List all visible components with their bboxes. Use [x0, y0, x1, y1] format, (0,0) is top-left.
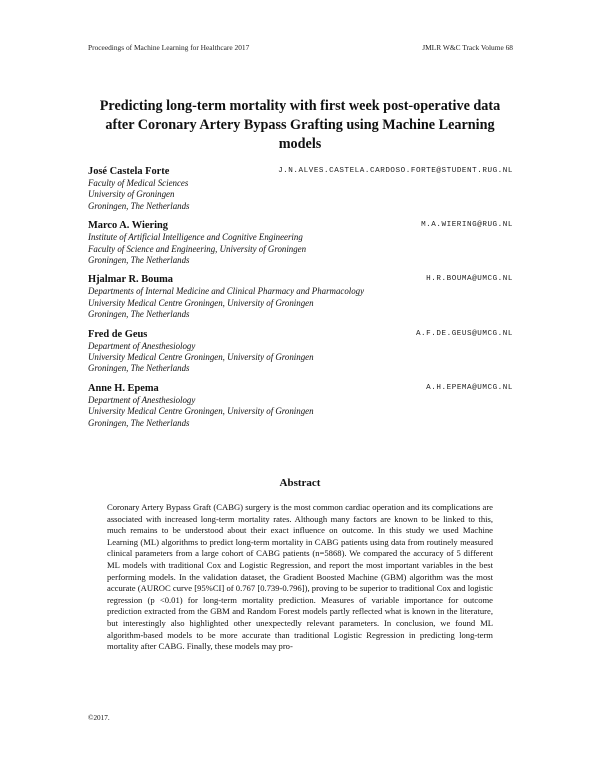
- author-name: Anne H. Epema: [88, 382, 159, 394]
- affiliation-line: Department of Anesthesiology: [88, 394, 196, 405]
- author-name: Fred de Geus: [88, 328, 148, 340]
- affiliation-line: Groningen, The Netherlands: [88, 255, 190, 266]
- affiliation-line: University Medical Centre Groningen, University of Groningen: [88, 406, 314, 417]
- author-email[interactable]: J.N.ALVES.CASTELA.CARDOSO.FORTE@STUDENT.RUG.NL: [278, 167, 513, 175]
- author-block: [88, 274, 513, 320]
- abstract-heading: Abstract: [279, 477, 321, 489]
- affiliation-line: Departments of Internal Medicine and Clinical Pharmacy and Pharmacology: [88, 286, 365, 297]
- paper-title: Predicting long-term mortality with first week post-operative data after Coronary Artery Bypass Grafting using Machine Learning models: [99, 98, 501, 152]
- author-name: Marco A. Wiering: [88, 220, 168, 232]
- affiliation-line: Institute of Artificial Intelligence and Cognitive Engineering: [88, 232, 303, 243]
- affiliation-line: Faculty of Medical Sciences: [88, 178, 189, 188]
- affiliation-line: Faculty of Science and Engineering, University of Groningen: [88, 243, 307, 254]
- affiliation-line: Groningen, The Netherlands: [88, 200, 190, 211]
- affiliation-line: Groningen, The Netherlands: [88, 363, 190, 374]
- author-email[interactable]: A.H.EPEMA@UMCG.NL: [426, 383, 513, 392]
- author-email[interactable]: M.A.WIERING@RUG.NL: [421, 221, 513, 230]
- affiliation-line: University Medical Centre Groningen, University of Groningen: [88, 352, 314, 363]
- running-header-right: JMLR W&C Track Volume 68: [422, 43, 513, 52]
- author-name: José Castela Forte: [88, 166, 170, 177]
- affiliation-line: Groningen, The Netherlands: [88, 417, 190, 428]
- author-email[interactable]: H.R.BOUMA@UMCG.NL: [426, 275, 513, 284]
- affiliation-line: University of Groningen: [88, 189, 175, 200]
- author-block: [88, 383, 513, 429]
- affiliation-line: Department of Anesthesiology: [88, 340, 196, 351]
- affiliation-line: University Medical Centre Groningen, University of Groningen: [88, 297, 314, 308]
- author-list: [88, 166, 513, 437]
- author-block: [88, 220, 513, 266]
- running-header-left: Proceedings of Machine Learning for Healthcare 2017: [88, 43, 250, 52]
- copyright-notice: ©2017.: [88, 714, 110, 722]
- affiliation-line: Groningen, The Netherlands: [88, 309, 190, 320]
- author-email[interactable]: A.F.DE.GEUS@UMCG.NL: [415, 329, 513, 338]
- abstract-text: Coronary Artery Bypass Graft (CABG) surgery is the most common cardiac operation and its complications are associated with increased long-term mortality rates. Although many factors are known to be linked to this, much remains to be understood about their exact influence on outcome. In this study we used Machine Learning (ML) algorithms to predict long-term mortality in CABG patients using data from routinely measured clinical parameters from a large cohort of CABG patients (n=5868). We compared the accuracy of 5 different ML models with traditional Cox and Logistic Regression, and report the most important variables in the best performing models. In the validation dataset, the Gradient Boosted Machine (GBM) algorithm was the most accurate (AUROC curve [95%CI] of 0.767 [0.739-0.796]), proving to be superior to traditional Cox and logistic regression (p <0.01) for long-term mortality prediction. Measures of variable importance for outcome prediction extracted from the GBM and Random Forest models partly reflected what is known in the literature, but interestingly also highlighted other unexpectedly relevant parameters. In conclusion, we found ML algorithm-based models to be more accurate than traditional Logistic Regression in predicting long-term mortality after CABG. Finally, these models may pro-: [107, 502, 493, 652]
- author-block: [88, 329, 513, 375]
- author-name: Hjalmar R. Bouma: [88, 274, 173, 286]
- author-block: [88, 166, 513, 212]
